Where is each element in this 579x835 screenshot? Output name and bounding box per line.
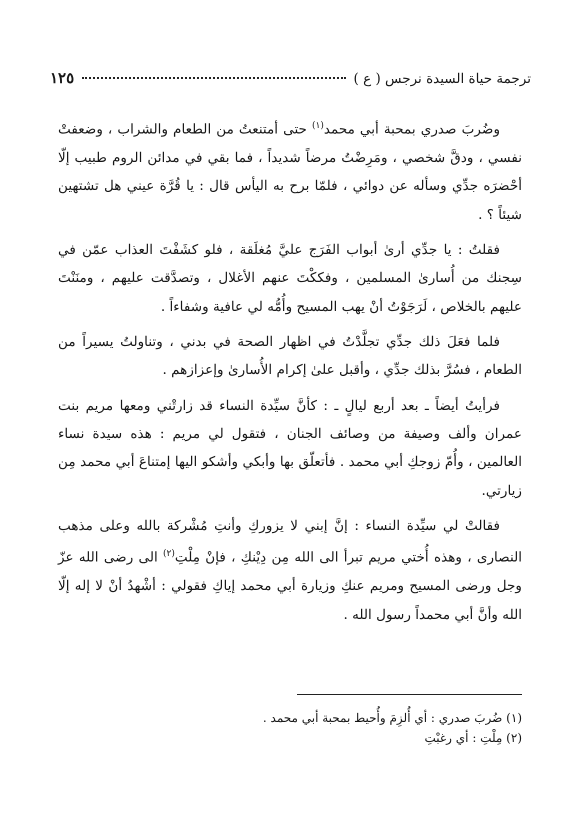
- paragraph: [58, 328, 522, 385]
- footnote-divider: [297, 694, 522, 695]
- running-title: ترجمة حياة السيدة نرجس ( ع ): [353, 71, 531, 87]
- body-text: [58, 112, 522, 636]
- footnote-ref: (٢): [163, 549, 175, 560]
- paragraph-text: فقلتُ : يا جدِّي أرىٰ أبواب الفَرَج عليَّ مُغلَقة ، فلو كشَفْتَ العذاب عمّن في سِجنك من أُسارىٰ المسلمين ، وفككْتَ عنهم الأغلال ، وتصدَّقت عليهم ، ومنَنْتَ عليهم بالخلاص ، لَرَجَوْتُ أنْ يهب المسيح وأُمُّه لي عافية وشفاءاً .: [58, 241, 522, 315]
- paragraph: [58, 392, 522, 506]
- footnote-ref: (١): [311, 121, 324, 131]
- paragraph-text: وضُربَ صدري بمحبة أبي محمد: [323, 121, 501, 138]
- paragraph-text: الى رضى الله عزّ وجل ورضى المسيح ومريم عنكِ وزيارة أبي محمد إياكِ فقولي : أشْهدُ أنْ لا إله إلّا الله وأنَّ أبي محمداً رسول الله .: [58, 549, 522, 623]
- page-number: ١٢٥: [50, 69, 75, 87]
- paragraph: [58, 512, 522, 629]
- footnote: (٢) مِلْتِ : أي رغبْتِ: [424, 731, 522, 745]
- paragraph-text: فلما فعَلَ ذلك جدِّي تجلَّدْتُ في اظهار الصحة في بدني ، وتناولتُ يسيراً من الطعام ، فسُرَّ بذلك جدِّي ، وأقبل علىٰ إكرام الأُسارىٰ وإعزازهم .: [58, 333, 522, 379]
- paragraph-text: فرأيتُ أيضاً ـ بعد أربع ليالٍ ـ : كأنَّ سيِّدة النساء قد زارتْني ومعها مريم بنت عمران وألف وصيفة من وصائف الجنان ، فتقول لي مريم : هذه سيدة نساء العالمين ، وأُمّ زوجكِ أبي محمد . فأتعلّق بها وأبكي وأشكو اليها إمتناعَ أبي محمد مِن زيارتي.: [58, 397, 522, 499]
- page-header: [50, 55, 531, 87]
- footnote: (١) ضُربَ صدري : أي أُلزِمَ وأُحيط بمحبة أبي محمد .: [262, 711, 522, 725]
- paragraph-text: فقالتْ لي سيِّدة النساء : إنَّ إبني لا يزوركِ وأنتِ مُشْركة بالله وعلى مذهب النصارى ، وهذه أُختي مريم تبرأ الى الله مِن دِيْنكِ ، فإنْ مِلْتِ: [58, 518, 522, 566]
- dotted-leader: [82, 76, 345, 79]
- paragraph: [58, 112, 522, 229]
- paragraph: [58, 236, 522, 321]
- footnotes: [58, 708, 522, 748]
- paragraph-text: حتى أمتنعتُ من الطعام والشراب ، وضعفتْ نفسي ، ودقَّ شخصي ، ومَرِضْتُ مرضاً شديداً ، فما بقي في مدائن الروم طبيب إلّا أحْضرَه جدِّي وسأله عن دوائي ، فلمّا برح به اليأس قال : يا قُرَّة عيني هل تشتهين شيئاً ؟ .: [58, 121, 522, 223]
